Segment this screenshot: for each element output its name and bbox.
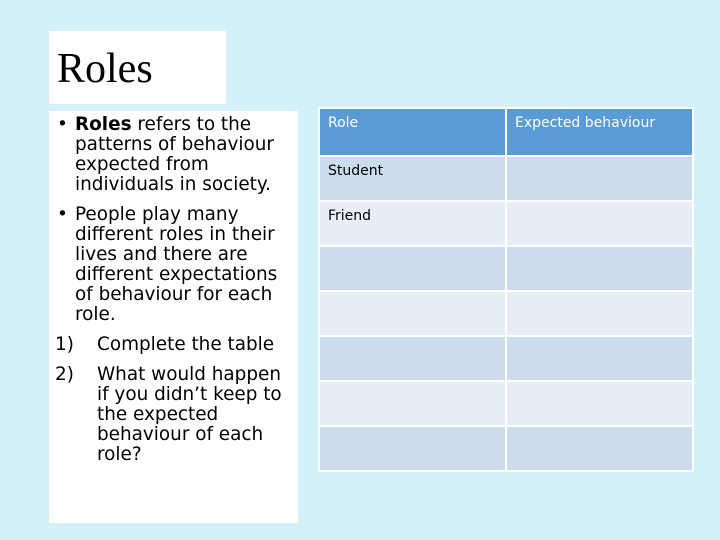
header-label: Role <box>328 115 359 131</box>
table-row <box>319 291 693 336</box>
slide-title: Roles <box>57 46 153 92</box>
role-cell[interactable] <box>319 336 506 381</box>
table-row <box>319 381 693 426</box>
table-row <box>319 426 693 471</box>
role-cell[interactable] <box>319 426 506 471</box>
table-row <box>319 156 693 201</box>
expected-behaviour-cell[interactable] <box>506 246 693 291</box>
text-box <box>49 111 298 523</box>
roles-table-wrap <box>318 107 694 472</box>
table-row <box>319 246 693 291</box>
bullet-marker: • <box>57 114 68 135</box>
role-cell[interactable] <box>319 381 506 426</box>
cell-text: Student <box>328 163 384 179</box>
title-box <box>49 31 226 104</box>
bullet-text: refers to the patterns of behaviour expected from individuals in society. <box>75 114 274 195</box>
expected-behaviour-cell[interactable] <box>506 336 693 381</box>
role-cell[interactable] <box>319 201 506 246</box>
header-cell-expected-behaviour <box>506 108 693 156</box>
numbered-text: Complete the table <box>97 334 275 355</box>
expected-behaviour-cell[interactable] <box>506 381 693 426</box>
numbered-text: What would happen if you didn’t keep to the expected behaviour of each role? <box>97 364 282 465</box>
cell-text: Friend <box>328 208 372 224</box>
header-cell-role <box>319 108 506 156</box>
numbered-item <box>55 335 295 355</box>
slide-content <box>55 115 295 465</box>
role-cell[interactable] <box>319 246 506 291</box>
table-header-row <box>319 108 693 156</box>
numbered-item <box>55 365 295 465</box>
bullet-item <box>55 205 295 325</box>
expected-behaviour-cell[interactable] <box>506 426 693 471</box>
table-row <box>319 336 693 381</box>
roles-table <box>318 107 694 472</box>
expected-behaviour-cell[interactable] <box>506 291 693 336</box>
bullet-text: People play many different roles in their lives and there are different expectations of behaviour for each role. <box>75 204 278 325</box>
number-marker: 1) <box>55 334 74 355</box>
expected-behaviour-cell[interactable] <box>506 201 693 246</box>
bullet-marker: • <box>57 204 68 225</box>
role-cell[interactable] <box>319 156 506 201</box>
header-label: Expected behaviour <box>515 115 656 131</box>
bullet-bold-term: Roles <box>75 114 132 135</box>
role-cell[interactable] <box>319 291 506 336</box>
bullet-item <box>55 115 295 195</box>
expected-behaviour-cell[interactable] <box>506 156 693 201</box>
table-row <box>319 201 693 246</box>
number-marker: 2) <box>55 364 74 385</box>
